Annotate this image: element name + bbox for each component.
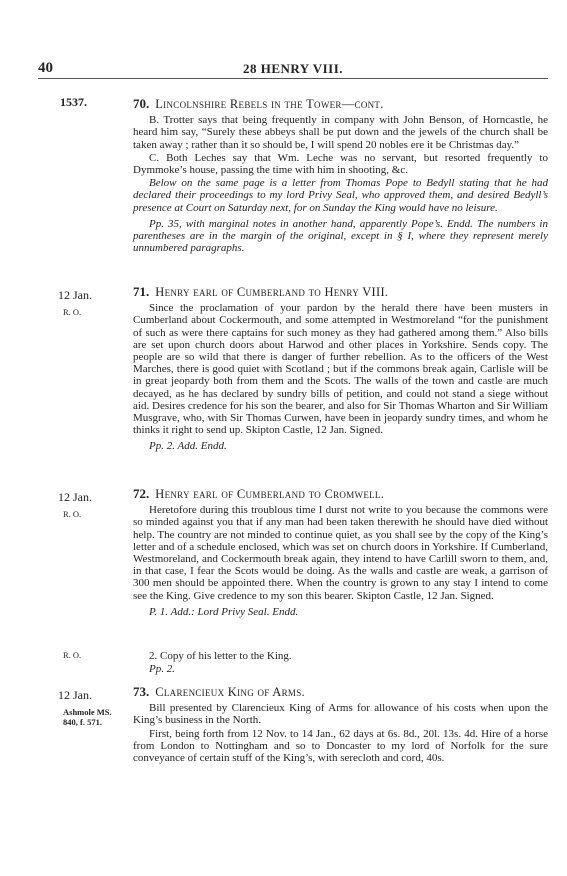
entry-number: 70. (133, 96, 150, 111)
paragraph: First, being forth from 12 Nov. to 14 Jan., 62 days at 6s. 8d., 20l. 13s. 4d. Hire of a horse from London to Nottingham and so to Doncaster to my lord of Norfolk for the sure conveyance of certain stuff of the King’s, with serecloth and cord, 40s. (133, 727, 548, 765)
entry-72 (133, 488, 548, 619)
margin-ref: R. O. (63, 650, 82, 660)
entry-number: 72. (133, 486, 150, 501)
entry-heading: Henry earl of Cumberland to Henry VIII. (155, 285, 389, 299)
margin-date: 12 Jan. (58, 688, 92, 702)
paragraph: Bill presented by Clarencieux King of Arms for allowance of his costs when upon the King’s business in the North. (133, 702, 548, 727)
margin-note-72 (58, 490, 128, 519)
entry-heading: Clarencieux King of Arms. (155, 685, 305, 699)
running-head: 28 HENRY VIII. (242, 61, 344, 76)
margin-note-73 (58, 688, 128, 727)
entry-heading: Lincolnshire Rebels in the Tower—cont. (155, 97, 384, 111)
entry-title (133, 98, 548, 110)
entry-72-item-2 (133, 650, 548, 676)
paragraph: C. Both Leches say that Wm. Leche was no servant, but resorted frequently to Dymmoke’s house, passing the time with him in shooting, &c. (133, 151, 548, 177)
paragraph: Since the proclamation of your pardon by the herald there have been musters in Cumberland about Cockermouth, and some attempted in Westmoreland “for the punishment of such as were there captains for such money as they had gathered among them.” Also bills are set upon church doors about Harwod and other places in Yorkshire. Sends copy. The people are so wild that there is danger of further rebellion. As to the officers of the West Marches, there is good quiet with Scotland ; but if the commons break again, Carlisle will be in great jeopardy both from them and the Scots. The walls of the town and castle are much decayed, as he has declared by sundry bills of petition, and could not stand a siege without aid. Desires credence for his son the bearer, and also for Sir Thomas Wharton and Sir William Musgrave, who, with Sir Thomas Curwen, have been in jeopardy sundry times, and whom he thinks it right to send up. Skipton Castle, 12 Jan. Signed. (133, 302, 548, 437)
margin-date: 12 Jan. (58, 490, 92, 504)
entry-70 (133, 98, 548, 255)
entry-number: 71. (133, 284, 150, 299)
endnote: Pp. 2. (149, 663, 175, 676)
margin-ref: Ashmole MS. 840, f. 571. (63, 707, 112, 727)
entry-71 (133, 286, 548, 454)
page-header (38, 60, 548, 79)
entry-number: 73. (133, 684, 150, 699)
entry-title (133, 488, 548, 500)
margin-note-71 (58, 288, 128, 317)
endnote: Pp. 35, with marginal notes in another hand, apparently Pope’s. Endd. The numbers in parentheses are in the margin of the original, except in § I, where they represent merely unnumbered paragraphs. (133, 217, 548, 255)
paragraph: Heretofore during this troublous time I durst not write to you because the commons were so minded against you that if any man had been taken therewith he should have died without help. The country are not minded to continue quiet, as you shall see by the copy of the King’s letter and of a schedule enclosed, which was set on church doors in Yorkshire. If Cumberland, Westmoreland, and Cockermouth break again, they intend to have Carlill sworn to them, and, in that case, I fear the Scots would be doing. As the walls and castle are weak, a garrison of 300 men should be appointed there. When the country is grown to any stay I intend to come see the King. Give credence to my son this bearer. Skipton Castle, 12 Jan. Signed. (133, 504, 548, 602)
entry-heading: Henry earl of Cumberland to Cromwell. (155, 487, 385, 501)
paragraph: 2. Copy of his letter to the King. (149, 650, 292, 662)
margin-note-72-2 (58, 650, 128, 660)
margin-ref: R. O. (63, 307, 82, 317)
endnote: Pp. 2. Add. Endd. (149, 440, 227, 453)
margin-ref: R. O. (63, 509, 82, 519)
endnote: P. 1. Add.: Lord Privy Seal. Endd. (149, 605, 299, 618)
entry-73 (133, 686, 548, 765)
year-marker: 1537. (60, 95, 87, 109)
entry-title (133, 286, 548, 298)
page-number: 40 (38, 60, 53, 76)
paragraph: B. Trotter says that being frequently in company with John Benson, of Horncastle, he heard him say, “Surely these abbeys shall be put down and the jewels of the church shall be taken away ; rather than it so should be, I will spend 20 nobles ere it be Christmas day.” (133, 114, 548, 151)
margin-date: 12 Jan. (58, 288, 92, 302)
paragraph: Below on the same page is a letter from Thomas Pope to Bedyll stating that he had declared their proceedings to my lord Privy Seal, who approved them, and desired Bedyll’s presence at Court on Saturday next, for on Sunday the King would have no leisure. (133, 177, 548, 214)
entry-title (133, 686, 548, 698)
